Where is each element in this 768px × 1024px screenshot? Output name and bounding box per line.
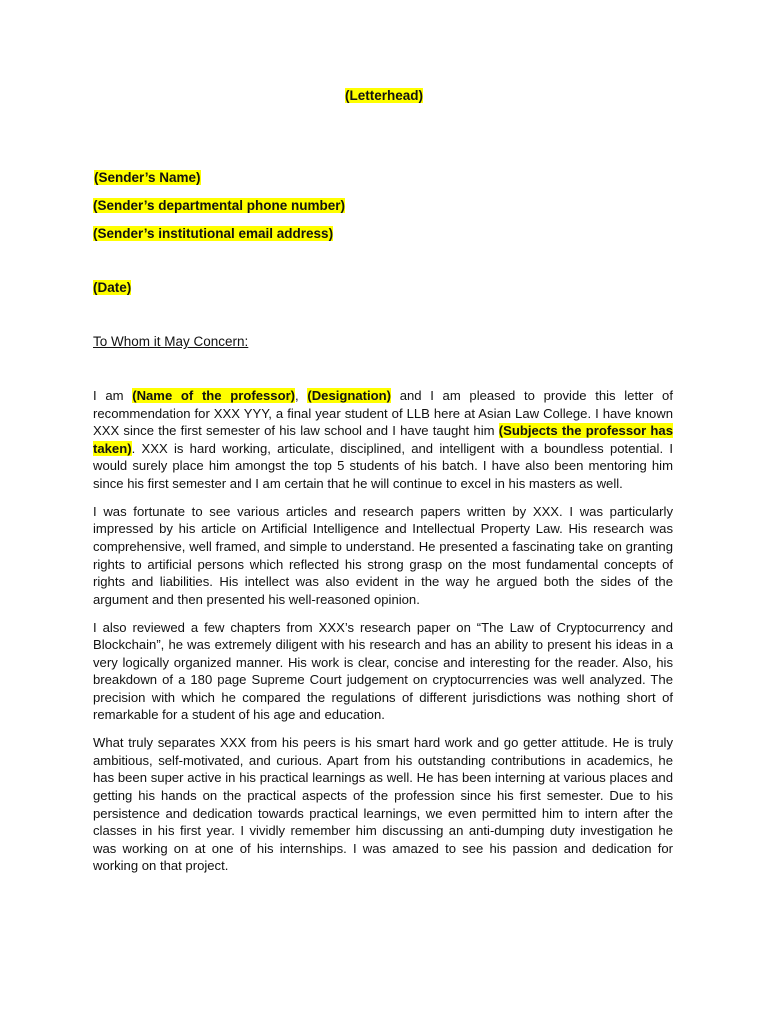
date-placeholder: (Date) — [93, 280, 132, 295]
sender-name-placeholder: (Sender’s Name) — [94, 170, 201, 185]
paragraph-3: I also reviewed a few chapters from XXX’s research paper on “The Law of Cryptocurrency and Blockchain”, he was extremely diligent with his research and has an ability to present his ideas in a very logically organized manner. His work is clear, concise and interesting for the reader. Also, his breakdown of a 180 page Supreme Court judgement on cryptocurrencies was well analyzed. The precision with which he compared the regulations of different jurisdictions was nothing short of remarkable for a student of his age and education. — [93, 619, 673, 723]
professor-name-placeholder: (Name of the professor) — [132, 388, 296, 403]
sender-phone-line — [93, 197, 345, 215]
designation-placeholder: (Designation) — [307, 388, 392, 403]
paragraph-1 — [93, 387, 673, 493]
paragraph-4: What truly separates XXX from his peers is his smart hard work and go getter attitude. He is truly ambitious, self-motivated, and curious. Apart from his outstanding contributions in academics, he has been super active in his practical learnings as well. He has been interning at various places and getting his hands on the practical aspects of the profession since his first semester. Due to his persistence and dedication towards practical learnings, we even permitted him to intern after the classes in his first year. I vividly remember him discussing an anti-dumping duty investigation he was working on at one of his internships. I was amazed to see his passion and dedication for working on that project. — [93, 735, 673, 874]
paragraph-1-text-b: , — [295, 388, 308, 403]
sender-email-line — [93, 225, 333, 243]
letterhead-line — [0, 87, 768, 105]
paragraph-1-text-a: I am — [93, 388, 133, 403]
letterhead-placeholder: (Letterhead) — [344, 88, 423, 103]
salutation: To Whom it May Concern: — [93, 334, 249, 349]
letter-body — [93, 387, 673, 885]
paragraph-2: I was fortunate to see various articles and research papers written by XXX. I was particularly impressed by his article on Artificial Intelligence and Intellectual Property Law. His research was comprehensive, well framed, and simple to understand. He presented a fascinating take on granting rights to artificial persons which reflected his strong grasp on the most fundamental concepts of rights and liabilities. His intellect was also evident in the way he argued both the sides of the argument and then presented his well-reasoned opinion. — [93, 503, 673, 607]
paragraph-1-text-d: . XXX is hard working, articulate, disciplined, and intelligent with a boundless potential. I would surely place him amongst the top 5 students of his batch. I have also been mentoring him since his first semester and I am certain that he will continue to excel in his masters as well. — [93, 440, 673, 491]
sender-email-placeholder: (Sender’s institutional email address) — [93, 226, 334, 241]
subjects-placeholder: (Subjects the professor has taken) — [93, 423, 673, 456]
sender-phone-placeholder: (Sender’s departmental phone number) — [93, 198, 346, 213]
paragraph-1-text-c: and I am pleased to provide this letter of recommendation for XXX YYY, a final year student of LLB here at Asian Law College. I have known XXX since the first semester of his law school and I have taught him — [93, 388, 673, 439]
date-line — [93, 279, 131, 297]
sender-name-line — [94, 169, 201, 187]
